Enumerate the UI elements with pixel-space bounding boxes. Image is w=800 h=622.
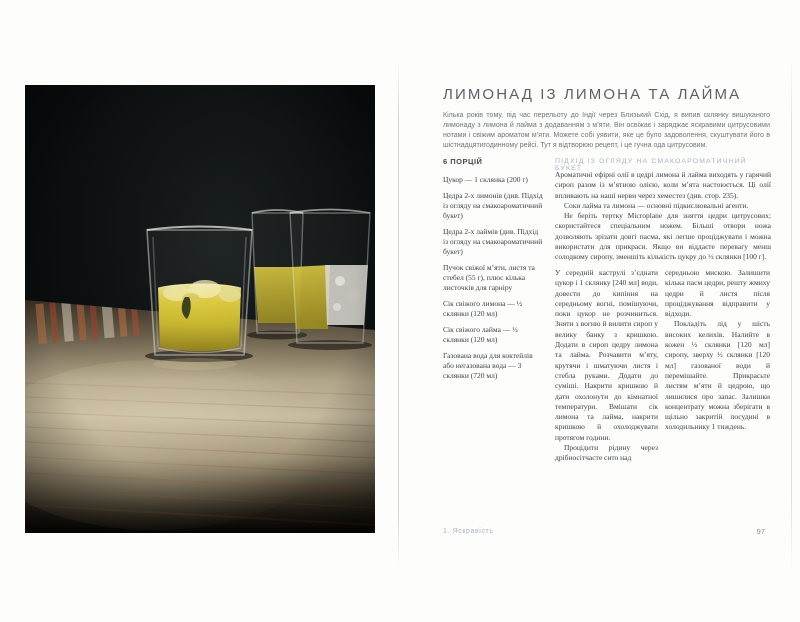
method-column-2 [665, 268, 770, 433]
method-paragraph: Покладіть лід у шість високих келихів. Налийте в кожен ½ склянки [120 мл] сиропу, зверху ½ склянки [120 мл] газованої води й перемішайте. Прикрасьте листям м’яти й цедрою, що лишилися про запас. Залишки концентрату можна зберігати в щільно закритій посудині в холодильнику 1 тиждень. [665, 319, 770, 432]
ingredient-item: Цедра 2-х лимонів (див. Підхід із огляду на смакоароматичний букет) [443, 191, 543, 220]
ingredient-item: Сік свіжого лимона — ½ склянки (120 мл) [443, 299, 523, 318]
method-paragraph: У середній каструлі з’єднати цукор і 1 склянку [240 мл] води, довести до кипіння на середньому вогні, помішуючи, поки цукор не розчиниться. Зняти з вогню й вилити сироп у велику банку з кришкою. Додати в сироп цедру лимона та лайма. Розчавити м’яту, крутячи і шматуючи листя і стебла руками. Додати до суміші. Накрити кришкою й дати охолонути до кімнатної температури. Вмішати сік лимона та лайма, накрити кришкою й охолоджувати протягом години. [555, 268, 658, 442]
lemonade-photo [25, 85, 375, 533]
ingredient-item: Цедра 2-х лаймів (див. Підхід із огляду на смакоароматичний букет) [443, 227, 543, 256]
ingredient-item: Газована вода для коктейлів або негазована вода — 3 склянки (720 мл) [443, 351, 533, 380]
flavor-paragraph: Ароматичні ефірні олії в цедрі лимона й лайма виходять у гарячий сироп разом із м’ятною олією, коли м’ята настоюється. Ці олії впливають на наші нерви через хеместез (див. стор. 235). [555, 170, 771, 200]
flavor-paragraph: Не беріть тертку Microplane для зняття цедри цитрусових; скористайтеся спеціальним ножем. Більші отвори ножа дозволяють зрізати довгі пасма, які легше проціджувати і можна використати для прикраси. Якщо ви віддаєте перевагу менш солодкому сиропу, зменшіть кількість цукру до ½ склянки [100 г]. [555, 211, 771, 262]
ingredient-item: Сік свіжого лайма — ½ склянки (120 мл) [443, 325, 518, 344]
recipe-title: ЛИМОНАД ІЗ ЛИМОНА ТА ЛАЙМА [443, 86, 742, 103]
flavor-approach-text [555, 170, 771, 263]
ingredients-list [443, 175, 545, 387]
method-paragraph: середньою мискою. Залишити кілька пасм цедри, решту жмиху цедри й листя після проціджування відправити у відходи. [665, 268, 770, 319]
servings-header: 6 ПОРЦІЙ [443, 157, 483, 166]
footer-page-number: 97 [756, 527, 765, 536]
method-column-1 [555, 268, 658, 464]
ingredient-item: Цукор — 1 склянка (200 г) [443, 175, 528, 184]
method-paragraph: Процідити рідину через дрібносітчасте сито над [555, 443, 658, 463]
flavor-approach-header: ПІДХІД ІЗ ОГЛЯДУ НА СМАКОАРОМАТИЧНИЙ БУКЕТ [555, 158, 747, 172]
footer-chapter-label: 1. Яскравість [443, 528, 494, 535]
ingredient-item: Пучок свіжої м’яти, листя та стебел (55 г), плюс кілька листочків для гарніру [443, 263, 535, 292]
page-right-edge [791, 58, 792, 570]
lemonade-photo-art [25, 85, 375, 533]
flavor-paragraph: Соки лайма та лимона — основні підкислювальні агенти. [564, 200, 749, 210]
recipe-intro: Кілька років тому, під час перельоту до Індії через Близький Схід, я випив склянку вишуканого лимонаду з лимона й лайма з додаванням з м’яти. Він освіжає і заряджає яскравими цитрусовими нотами і свіжим ароматом м’яти. Можете собі уявити, яке це було задоволення, скуштувати його в шістнадцятигодинному рейсі. Тут я відтворюю рецепт, і це гучна ода цитрусовим. [443, 112, 770, 149]
page-gutter [398, 58, 399, 570]
